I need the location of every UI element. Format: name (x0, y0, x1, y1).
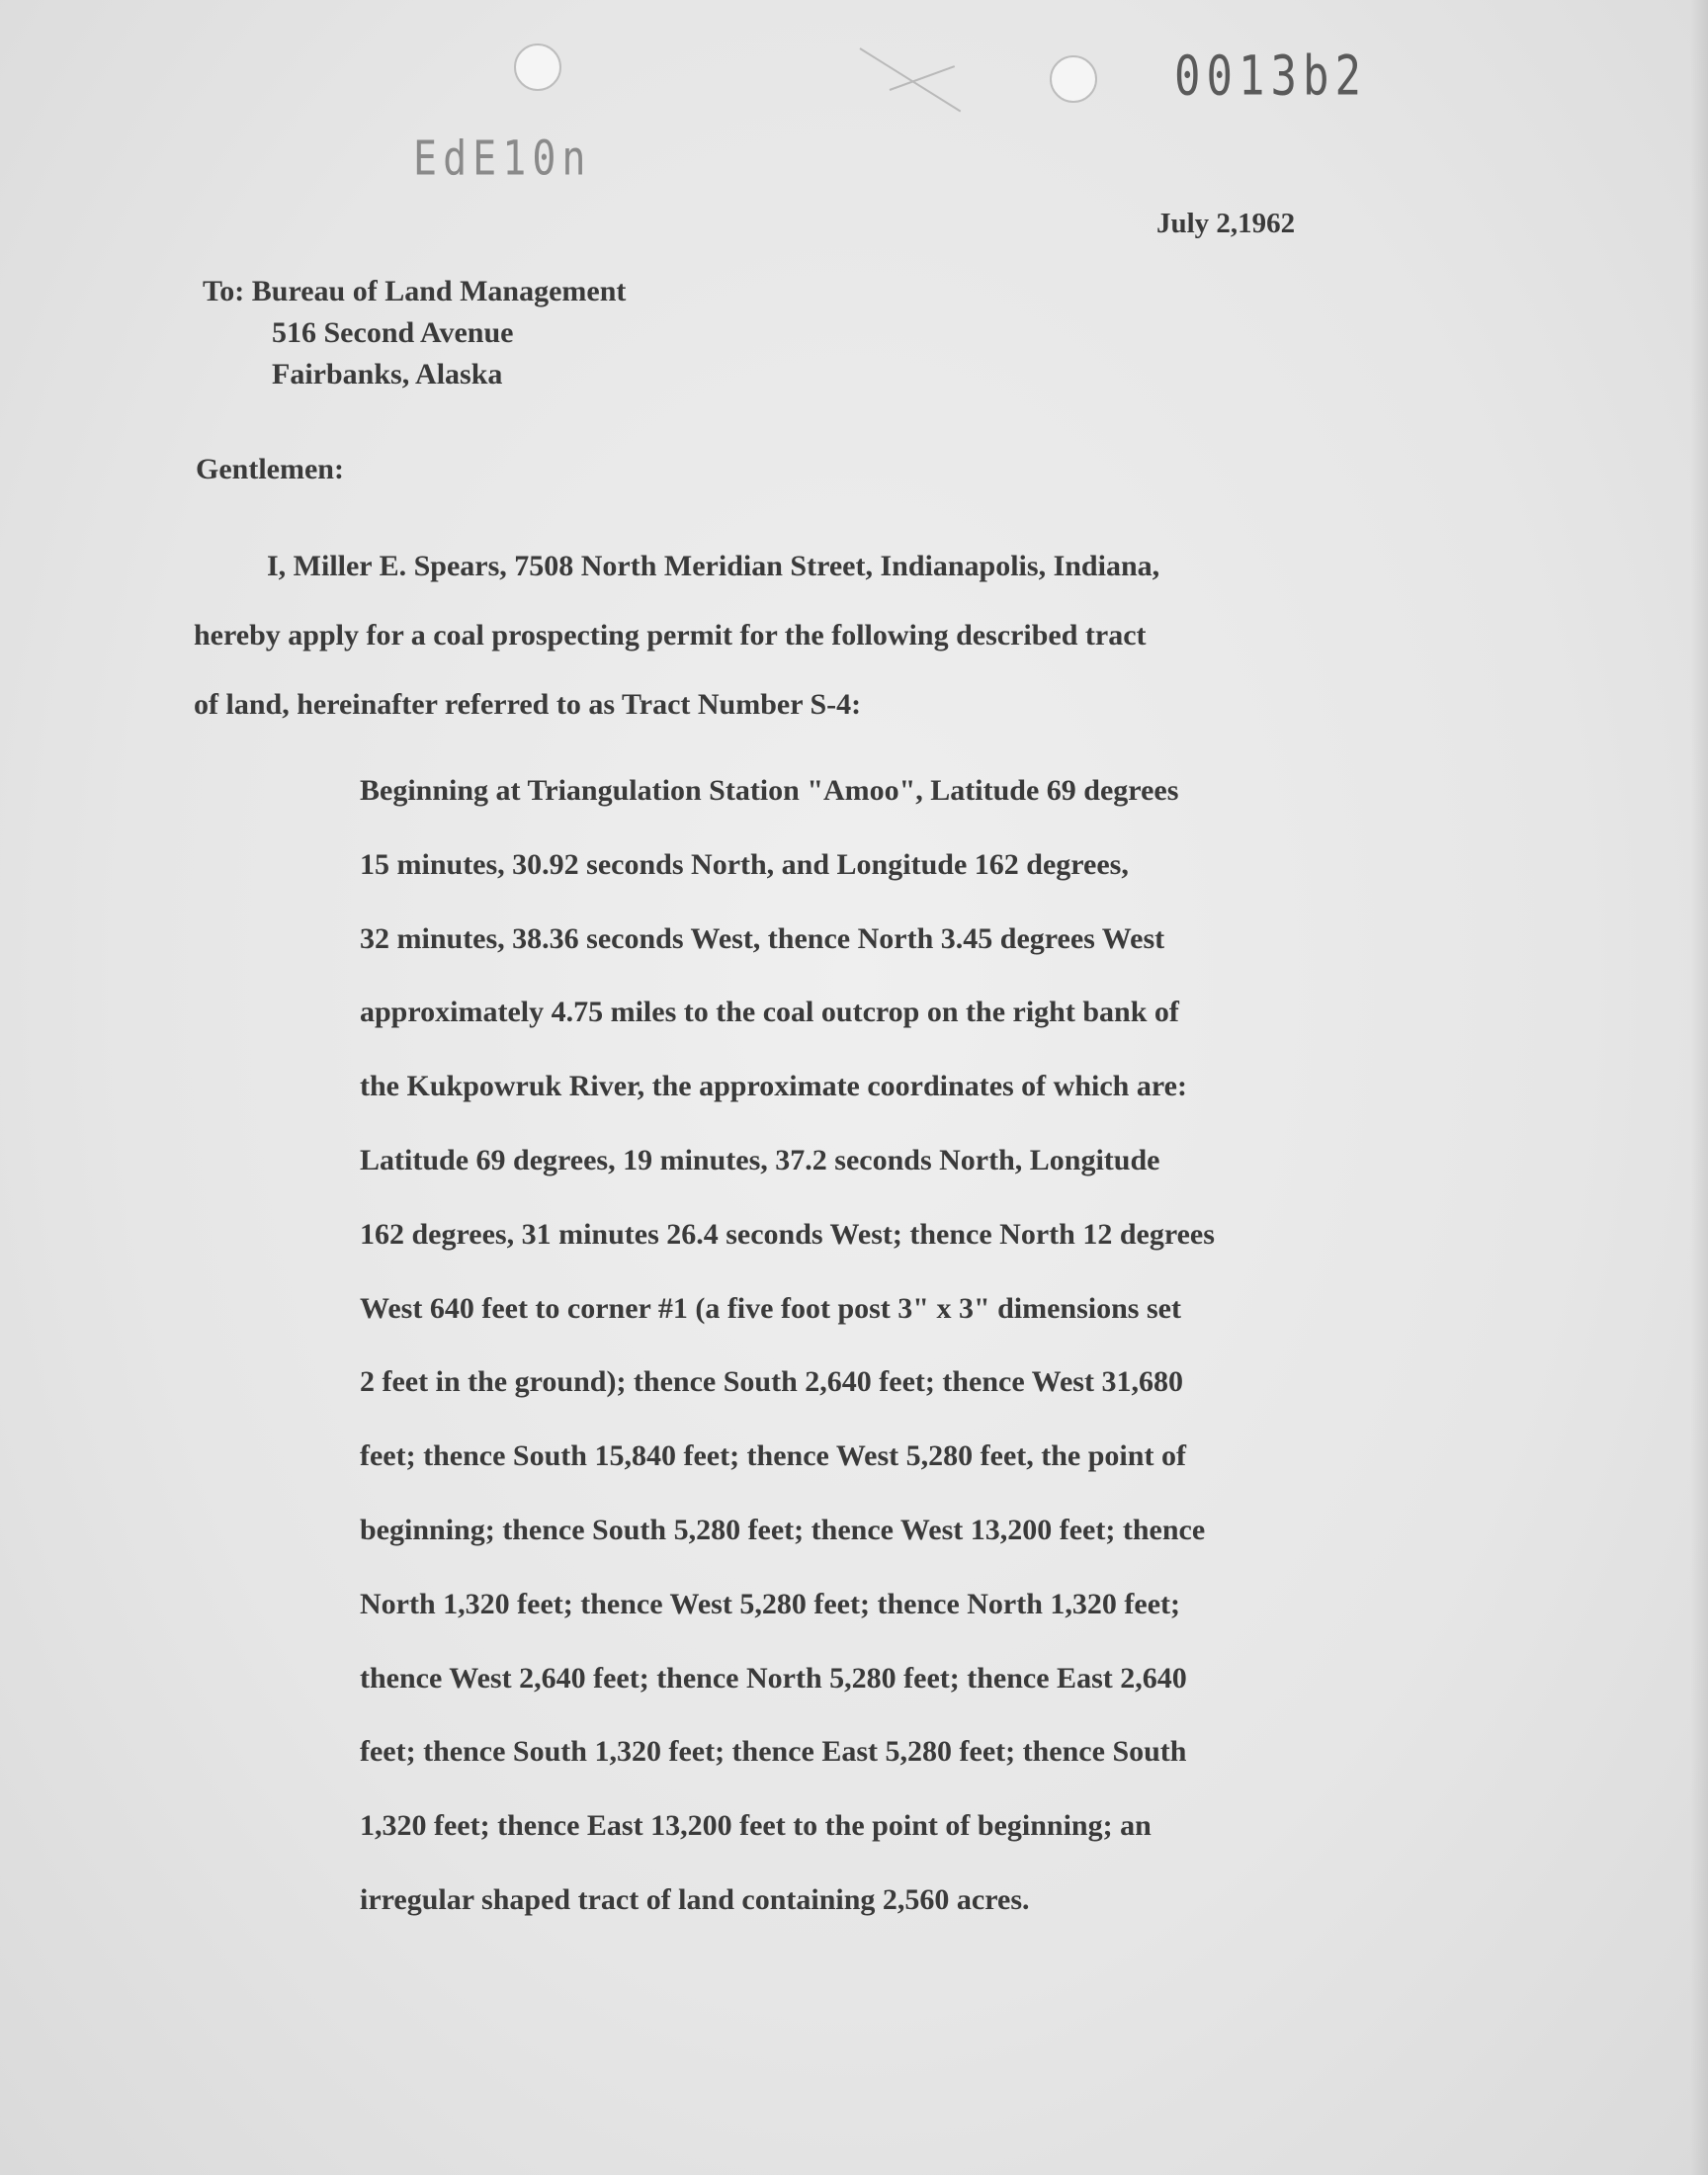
description-line: Beginning at Triangulation Station "Amoo", Latitude 69 degrees (360, 774, 1179, 807)
description-line: beginning; thence South 5,280 feet; thence West 13,200 feet; thence (360, 1513, 1206, 1546)
description-line: feet; thence South 15,840 feet; thence West 5,280 feet, the point of (360, 1439, 1186, 1473)
addressee-block (203, 271, 626, 395)
description-line: North 1,320 feet; thence West 5,280 feet; thence North 1,320 feet; (360, 1587, 1181, 1620)
document-number-stamp: 0013b2 (1174, 44, 1367, 109)
description-line: 2 feet in the ground); thence South 2,640 feet; thence West 31,680 (360, 1365, 1183, 1399)
intro-line: I, Miller E. Spears, 7508 North Meridian Street, Indianapolis, Indiana, (267, 550, 1160, 582)
description-line: feet; thence South 1,320 feet; thence East 5,280 feet; thence South (360, 1735, 1187, 1769)
address-city: Fairbanks, Alaska (272, 358, 503, 391)
tract-description (360, 754, 1215, 1938)
description-line: 1,320 feet; thence East 13,200 feet to the point of beginning; an (360, 1809, 1152, 1843)
to-label: To: (203, 275, 245, 307)
address-street: 516 Second Avenue (272, 316, 514, 349)
intro-line: hereby apply for a coal prospecting permit for the following described tract (194, 619, 1147, 652)
letter-date: July 2,1962 (1156, 208, 1296, 239)
intro-line: of land, hereinafter referred to as Tract Number S-4: (194, 688, 862, 721)
description-line: approximately 4.75 miles to the coal outcrop on the right bank of (360, 996, 1179, 1029)
inverted-document-number-stamp: EdE10n (413, 131, 592, 187)
description-line: irregular shaped tract of land containing 2,560 acres. (360, 1882, 1030, 1916)
addressee-name: Bureau of Land Management (251, 275, 627, 307)
description-line: West 640 feet to corner #1 (a five foot post 3" x 3" dimensions set (360, 1291, 1181, 1325)
description-line: 162 degrees, 31 minutes 26.4 seconds West; thence North 12 degrees (360, 1217, 1215, 1251)
punch-hole-left (514, 44, 561, 91)
salutation: Gentlemen: (196, 453, 344, 485)
description-line: thence West 2,640 feet; thence North 5,280 feet; thence East 2,640 (360, 1661, 1187, 1695)
punch-hole-right (1050, 55, 1097, 103)
description-line: Latitude 69 degrees, 19 minutes, 37.2 seconds North, Longitude (360, 1143, 1160, 1176)
description-line: 15 minutes, 30.92 seconds North, and Longitude 162 degrees, (360, 847, 1129, 881)
page-edge-shadow (1690, 0, 1708, 2175)
description-line: the Kukpowruk River, the approximate coordinates of which are: (360, 1070, 1187, 1103)
address-line (203, 271, 626, 312)
description-line: 32 minutes, 38.36 seconds West, thence North 3.45 degrees West (360, 921, 1165, 955)
intro-paragraph (194, 532, 1479, 740)
paper-crease (859, 47, 961, 112)
